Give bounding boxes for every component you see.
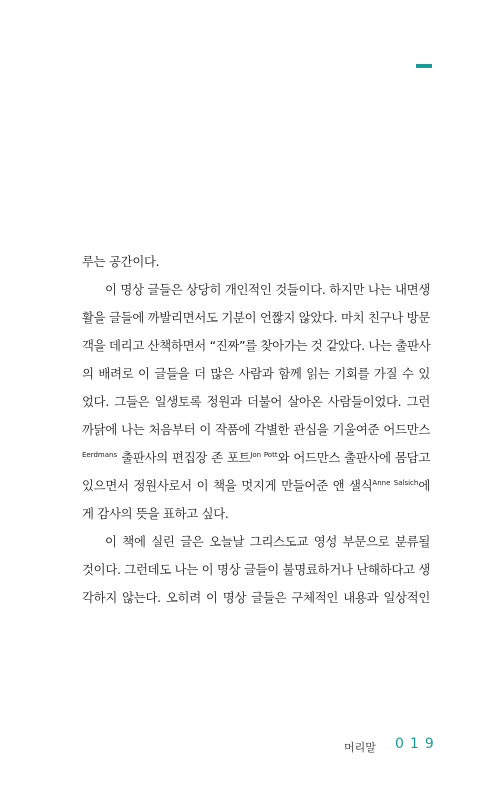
text-span: 와 어드만스 출판사에 몸담고: [277, 450, 430, 465]
text-line: 까닭에 나는 처음부터 이 작품에 각별한 관심을 기울여준 어드만스: [82, 422, 430, 437]
page-number: 019: [395, 736, 440, 752]
running-footer-label: 머리말: [344, 741, 376, 754]
body-text: [82, 248, 430, 612]
text-line: 이 명상 글들은 상당히 개인적인 것들이다. 하지만 나는 내면생: [105, 282, 430, 297]
text-line: 것이다. 그런데도 나는 이 명상 글들이 불명료하거나 난해하다고 생: [82, 562, 430, 577]
text-line: 활을 글들에 까발리면서도 기분이 언짢지 않았다. 마치 친구나 방문: [82, 310, 430, 325]
text-line: 게 감사의 뜻을 표하고 싶다.: [82, 506, 229, 521]
text-line: 각하지 않는다. 오히려 이 명상 글들은 구체적인 내용과 일상적인: [82, 590, 430, 605]
footnote-name-eerdmans: Eerdmans: [82, 451, 118, 459]
footnote-name-jon-pott: Jon Pott: [250, 451, 278, 459]
text-span: 에: [418, 478, 430, 493]
text-line: [82, 444, 430, 472]
text-span: 있으면서 정원사로서 이 책을 멋지게 만들어준 앤 샐식: [82, 478, 373, 493]
text-line: 었다. 그들은 일생토록 정원과 더불어 살아온 사람들이었다. 그런: [82, 394, 430, 409]
text-line: 의 배려로 이 글들을 더 많은 사람과 함께 읽는 기회를 가질 수 있: [82, 366, 430, 381]
corner-accent-bar: [416, 64, 432, 68]
text-line: 이 책에 실린 글은 오늘날 그리스도교 영성 부문으로 분류될: [105, 534, 430, 549]
text-line: [82, 472, 430, 500]
text-line: 객을 데리고 산책하면서 “진짜”를 찾아가는 것 같았다. 나는 출판사: [82, 338, 431, 353]
text-line: 루는 공간이다.: [82, 254, 160, 269]
text-span: 출판사의 편집장 존 포트: [117, 450, 251, 465]
footnote-name-anne-salsich: Anne Salsich: [372, 479, 419, 487]
